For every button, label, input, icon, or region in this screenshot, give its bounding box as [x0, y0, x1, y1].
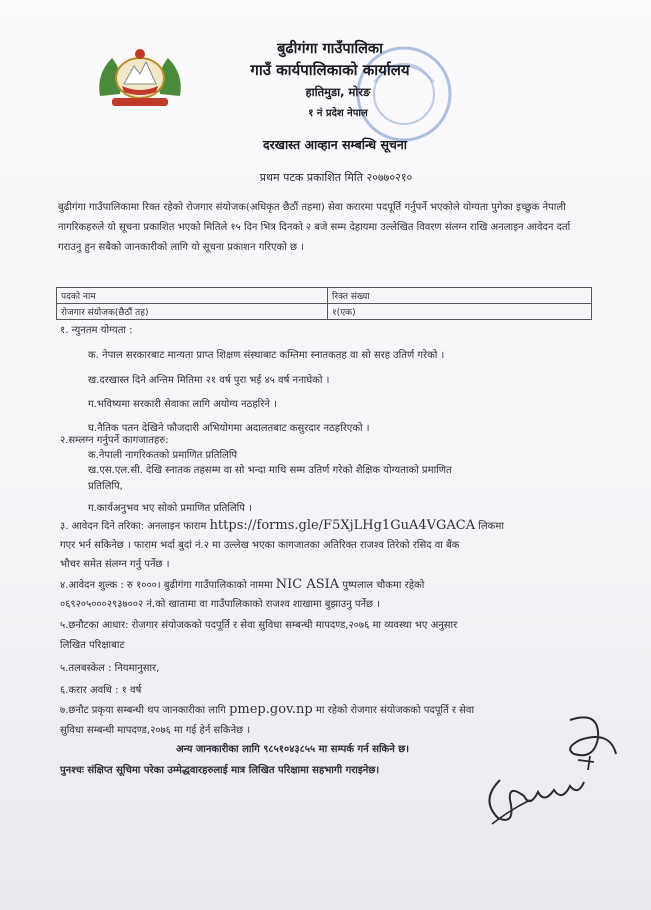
apply-line-3: भौचर समेत संलग्न गर्नु पर्नेछ ।: [60, 559, 170, 570]
office-name: गाउँ कार्यपालिकाको कार्यालय: [250, 61, 410, 79]
notice-title: दरखास्त आव्हान सम्बन्धि सूचना: [262, 137, 408, 152]
list-item: ख.एस.एल.सी. देखि स्नातक तहसम्म वा सो भन्दा माथि सम्म उतिर्ण गरेको शैक्षिक योग्यताको प्रमाणित: [88, 465, 452, 476]
table-cell: १(एक): [328, 304, 592, 320]
apply-suffix: लिकमा: [478, 521, 504, 532]
basis-line-2: लिखित परिक्षाबाट: [60, 640, 125, 651]
table-row: [57, 304, 592, 320]
list-item: ग.भविष्यमा सरकारी सेवाका लागि अयोग्य नठहरिने ।: [88, 399, 277, 410]
fee-suffix: पुष्पलाल चौकमा रहेको: [342, 580, 425, 591]
province-name: १ नं प्रदेश नेपाल: [308, 108, 368, 119]
contact-line: अन्य जानकारीका लागि ९८५१०४३८५५ मा सम्पर्क गर्न सकिने छ।: [176, 744, 410, 755]
list-item: घ.नैतिक पतन देखिने फौजदारी अभियोगमा अदालतबाट कसुरदार नठहरिएको ।: [88, 423, 370, 434]
process-line: [60, 702, 474, 717]
vacancy-table: [56, 287, 592, 320]
table-header-cell: पदको नाम: [57, 288, 328, 304]
basis-line: ५.छनौटका आधार: रोजगार संयोजकको पदपूर्ति र सेवा सुविधा सम्बन्धी मापदण्ड,२०७६ मा व्यवस्था भए अनुसार: [60, 620, 458, 631]
office-location: हातिमुडा, मोरङ: [305, 85, 371, 99]
term-line: ६.करार अवधि : १ वर्ष: [60, 685, 142, 696]
table-header-row: [57, 288, 592, 304]
process-suffix: मा रहेको रोजगार संयोजकको पदपूर्ति र सेवा: [315, 705, 475, 716]
list-item: ग.कार्यअनुभव भए सोको प्रमाणित प्रतिलिपि ।: [88, 503, 252, 514]
table-cell: रोजगार संयोजक(छैठौं तह): [57, 304, 328, 320]
postscript-line: पुनश्चः संक्षिप्त सूचिमा परेका उम्मेद्धवारहरुलाई मात्र लिखित परिक्षामा सहभागी गराइनेछ।: [60, 765, 380, 776]
qualification-heading: १. न्युनतम योग्यता :: [60, 325, 133, 336]
intro-paragraph: बुढीगंगा गाउँपालिकामा रिक्त रहेको रोजगार संयोजक(अधिकृत छैठौं तहमा) सेवा करारमा पदपूर्ति गर्नुपर्ने भएकोले योग्यता पुगेका इच्छुक नेपाली नागरिकहरुले यो सूचना प्रकाशित भएको मितिले १५ दिन भित्र दिनको २ बजे सम्म देहायमा उल्लेखित विवरण संलग्न राखि अनलाइन आवेदन दर्ता गराउनु हुन सबैको जानकारीको लागि यो सूचना प्रकाशन गरिएको छ ।: [58, 202, 571, 253]
table-header-cell: रिक्त संख्या: [328, 288, 592, 304]
documents-heading: २.सम्लग्न गर्नुपर्ने कागजातहरु:: [60, 435, 169, 446]
list-item: क. नेपाल सरकारबाट मान्यता प्राप्त शिक्षण संस्थाबाट कम्तिमा स्नातकतह वा सो सरह उतिर्ण गरेको ।: [88, 350, 445, 361]
apply-line: [60, 518, 504, 533]
list-item: क.नेपाली नागरिकतको प्रमाणित प्रतिलिपि: [88, 450, 238, 461]
list-item: ख.दरखास्त दिने अन्तिम मितिमा २१ वर्ष पुरा भई ४५ वर्ष ननाघेको ।: [88, 375, 330, 386]
process-prefix: ७.छनौट प्रकृया सम्बन्धी थप जानकारीका लागि: [60, 705, 226, 716]
publish-date: प्रथम पटक प्रकाशित मिति २०७७०२१०: [259, 171, 413, 184]
signature-icon: [470, 700, 620, 850]
fee-prefix: ४.आवेदन शुल्क : रु १०००। बुढीगंगा गाउँपालिकाको नाममा: [60, 580, 273, 591]
fee-line-2: ०६९२०५०००२९३७००२ नं.को खातामा वा गाउँपालिकाको राजश्व शाखामा बुझाउनु पर्नेछ ।: [60, 599, 381, 610]
nepal-emblem-icon: [92, 44, 188, 114]
bank-name: NIC ASIA: [275, 577, 340, 592]
process-line-2: सुविधा सम्बन्धी मापदण्ड,२०७६ मा गई हेर्न सकिनेछ ।: [60, 725, 251, 736]
fee-line: [60, 577, 424, 592]
apply-line-2: गएर भर्न सकिनेछ । फाराम भर्दा बुदां नं.२ मा उल्लेख भएका कागजातका अतिरिक्त राजश्व तिरेको रसिद वा बैंक: [60, 540, 460, 551]
salary-line: ५.तलबस्केल : नियमानुसार,: [60, 663, 160, 674]
list-item: प्रतिलिपि,: [88, 481, 123, 492]
pmep-link[interactable]: pmep.gov.np: [229, 702, 313, 717]
apply-prefix: ३. आवेदन दिने तरिका: अनलाइन फाराम: [60, 521, 207, 532]
org-name: बुढीगंगा गाउँपालिका: [277, 41, 383, 57]
apply-form-link[interactable]: https://forms.gle/F5XjLHg1GuA4VGACA: [209, 518, 476, 533]
